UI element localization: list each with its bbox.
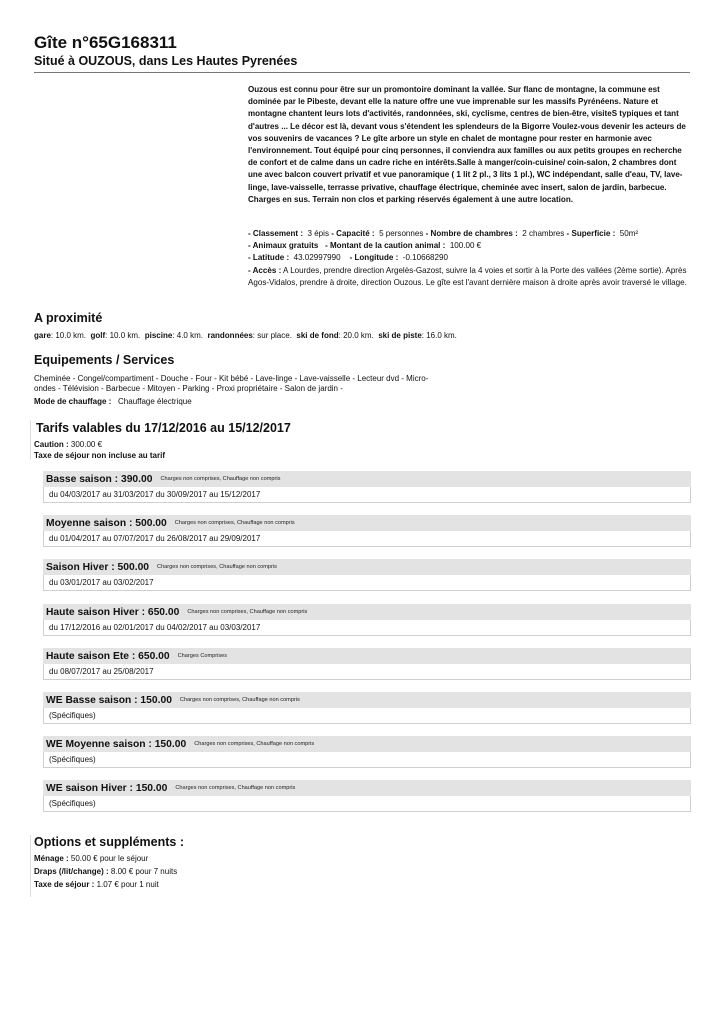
proximite-value-ski-fond: : 20.0 km. <box>338 331 374 340</box>
season-dates: (Spécifiques) <box>43 752 691 768</box>
acces-value: A Lourdes, prendre direction Argelès-Gazost, suivre la 4 voies et sortir à la Porte des vallées (2ème sortie). Après Agos-Vidalos, prendre à droite, direction Ouzous. Le gîte est l'avant dernière maison à droite après avoir traversé le village. <box>248 265 687 287</box>
season-name: Saison Hiver : 500.00 <box>46 561 150 573</box>
option-label: Ménage : <box>34 854 69 863</box>
latitude-label: - Latitude : <box>248 253 290 263</box>
page-subtitle: Situé à OUZOUS, dans Les Hautes Pyrenées <box>34 54 298 68</box>
capacite-label: - Capacité : <box>331 229 375 238</box>
proximite-value-gare: : 10.0 km. <box>50 331 87 340</box>
chauffage-label: Mode de chauffage : <box>34 397 112 406</box>
season-name: Haute saison Hiver : 650.00 <box>46 606 180 618</box>
equipements-heading: Equipements / Services <box>34 353 175 367</box>
season-block <box>43 515 691 547</box>
season-block <box>43 736 691 768</box>
option-draps <box>34 867 177 876</box>
chambres-label: - Nombre de chambres : <box>425 229 518 238</box>
option-value: 1.07 € pour 1 nuit <box>96 880 159 889</box>
season-block <box>43 692 691 724</box>
season-dates: (Spécifiques) <box>43 708 691 724</box>
option-value: 8.00 € pour 7 nuits <box>110 867 178 876</box>
season-note: Charges non comprises, Chauffage non compris <box>194 741 315 747</box>
classement-label: - Classement : <box>248 229 304 238</box>
season-name: Haute saison Ete : 650.00 <box>46 650 170 662</box>
season-header <box>43 780 691 796</box>
option-label: Taxe de séjour : <box>34 880 95 889</box>
season-header <box>43 515 691 531</box>
tarifs-heading: Tarifs valables du 17/12/2016 au 15/12/2017 <box>36 421 291 435</box>
season-note: Charges non comprises, Chauffage non compris <box>175 785 296 791</box>
season-name: Basse saison : 390.00 <box>46 473 153 485</box>
season-header <box>43 604 691 620</box>
superficie-value: 50m² <box>619 229 639 238</box>
caution-animal-label: - Montant de la caution animal : <box>325 241 446 251</box>
facts-block <box>248 228 692 289</box>
proximite-label-ski-fond: ski de fond <box>296 331 339 340</box>
options-side-rule <box>30 835 31 897</box>
season-note: Charges non comprises, Chauffage non compris <box>174 520 295 526</box>
latitude-value: 43.02997990 <box>293 253 341 263</box>
season-name: WE Moyenne saison : 150.00 <box>46 738 187 750</box>
season-dates: du 04/03/2017 au 31/03/2017 du 30/09/2017 au 15/12/2017 <box>43 487 691 503</box>
longitude-value: -0.10668290 <box>402 253 448 263</box>
season-note: Charges non comprises, Chauffage non compris <box>160 476 281 482</box>
facts-line-3 <box>248 252 692 264</box>
caution-value: 300.00 € <box>70 440 103 449</box>
acces-label: - Accès : <box>248 265 282 275</box>
chambres-value: 2 chambres <box>522 229 565 238</box>
header-divider <box>34 72 690 73</box>
caution-line <box>34 440 165 451</box>
season-note: Charges Comprises <box>177 653 228 659</box>
season-header <box>43 559 691 575</box>
equipements-line-1: Cheminée - Congel/compartiment - Douche - Four - Kit bébé - Lave-linge - Lave-vaisselle - Lecteur dvd - Micro- <box>34 374 429 383</box>
taxe-note-text: Taxe de séjour non incluse au tarif <box>34 450 165 460</box>
proximite-value-randonnees: : sur place. <box>252 331 292 340</box>
superficie-label: - Superficie : <box>566 229 616 238</box>
proximite-label-ski-piste: ski de piste <box>378 331 422 340</box>
season-dates: du 01/04/2017 au 07/07/2017 du 26/08/2017 au 29/09/2017 <box>43 531 691 547</box>
option-taxe <box>34 880 159 889</box>
facts-line-4 <box>248 265 692 289</box>
season-note: Charges non comprises, Chauffage non compris <box>157 564 277 570</box>
season-name: WE saison Hiver : 150.00 <box>46 782 168 794</box>
proximite-label-golf: golf <box>90 331 106 340</box>
capacite-value: 5 personnes <box>379 229 424 238</box>
facts-line-1 <box>248 228 692 240</box>
proximite-value-piscine: : 4.0 km. <box>172 331 203 340</box>
season-block <box>43 559 691 591</box>
proximite-value-golf: : 10.0 km. <box>105 331 141 340</box>
animaux-label: - Animaux gratuits <box>248 241 319 251</box>
option-label: Draps (/lit/change) : <box>34 867 109 876</box>
season-header <box>43 648 691 664</box>
tarifs-side-rule <box>30 420 31 460</box>
option-value: 50.00 € pour le séjour <box>70 854 149 863</box>
options-heading: Options et suppléments : <box>34 835 185 849</box>
equipements-line-2: ondes - Télévision - Barbecue - Mitoyen - Parking - Proxi propriétaire - Salon de jardin - <box>34 384 343 393</box>
chauffage-value: Chauffage électrique <box>118 397 192 406</box>
caution-animal-value: 100.00 € <box>449 241 482 251</box>
facts-line-2 <box>248 240 692 252</box>
season-note: Charges non comprises, Chauffage non compris <box>187 609 308 615</box>
season-header <box>43 736 691 752</box>
page-title: Gîte n°65G168311 <box>34 33 177 52</box>
taxe-note <box>34 451 165 462</box>
option-menage <box>34 854 148 863</box>
season-dates: (Spécifiques) <box>43 796 691 812</box>
season-dates: du 03/01/2017 au 03/02/2017 <box>43 575 691 591</box>
description-text: Ouzous est connu pour être sur un promontoire dominant la vallée. Sur flanc de montagne, la commune est dominée par le Pibeste, devant elle la nature offre une vue imprenable sur les massifs Pyrénéens. Nature et montagne chantent leurs lots d'activités, randonnées, ski, cyclisme, centres de bien-être, visiteS typiques et tant d'autres ... Le décor est là, devant vous s'étendent les splendeurs de la Bigorre Voulez-vous devenir les acteurs de vos souvenirs de vacances ? Le gîte arbore un style en chalet de montagne pour rester en harmonie avec l'environnement. Tout équipé pour cinq personnes, il conviendra aux familles ou aux petits groupes en recherche de confort et de calme dans un cadre riche en intérêts.Salle à manger/coin-cuisine/ coin-salon, 2 chambres dont une avec balcon couvert privatif et vue panoramique ( 1 lit 2 pl., 3 lits 1 pl.), WC indépendant, salle d'eau, TV, lave-linge, lave-vaisselle, terrasse privative, chauffage électrique, cheminée avec insert, salon de jardin, barbecue. Charges en sus. Terrain non clos et parking réservés également à une autre location. <box>248 85 686 204</box>
proximite-label-gare: gare <box>34 331 51 340</box>
proximite-heading: A proximité <box>34 311 103 325</box>
proximite-value-ski-piste: : 16.0 km. <box>421 331 457 340</box>
season-note: Charges non comprises, Chauffage non compris <box>179 697 300 703</box>
proximite-list <box>34 330 457 341</box>
season-name: Moyenne saison : 500.00 <box>46 517 167 529</box>
classement-value: 3 épis <box>307 229 329 238</box>
season-block <box>43 648 691 680</box>
caution-block <box>34 440 165 461</box>
caution-label: Caution : <box>34 440 69 449</box>
longitude-label: - Longitude : <box>349 253 399 263</box>
season-dates: du 08/07/2017 au 25/08/2017 <box>43 664 691 680</box>
season-block <box>43 780 691 812</box>
season-header <box>43 692 691 708</box>
season-dates: du 17/12/2016 au 02/01/2017 du 04/02/2017 au 03/03/2017 <box>43 620 691 636</box>
season-name: WE Basse saison : 150.00 <box>46 694 172 706</box>
season-block <box>43 471 691 503</box>
chauffage-line <box>34 396 192 407</box>
season-block <box>43 604 691 636</box>
proximite-label-randonnees: randonnées <box>207 331 253 340</box>
proximite-label-piscine: piscine <box>144 331 173 340</box>
season-header <box>43 471 691 487</box>
